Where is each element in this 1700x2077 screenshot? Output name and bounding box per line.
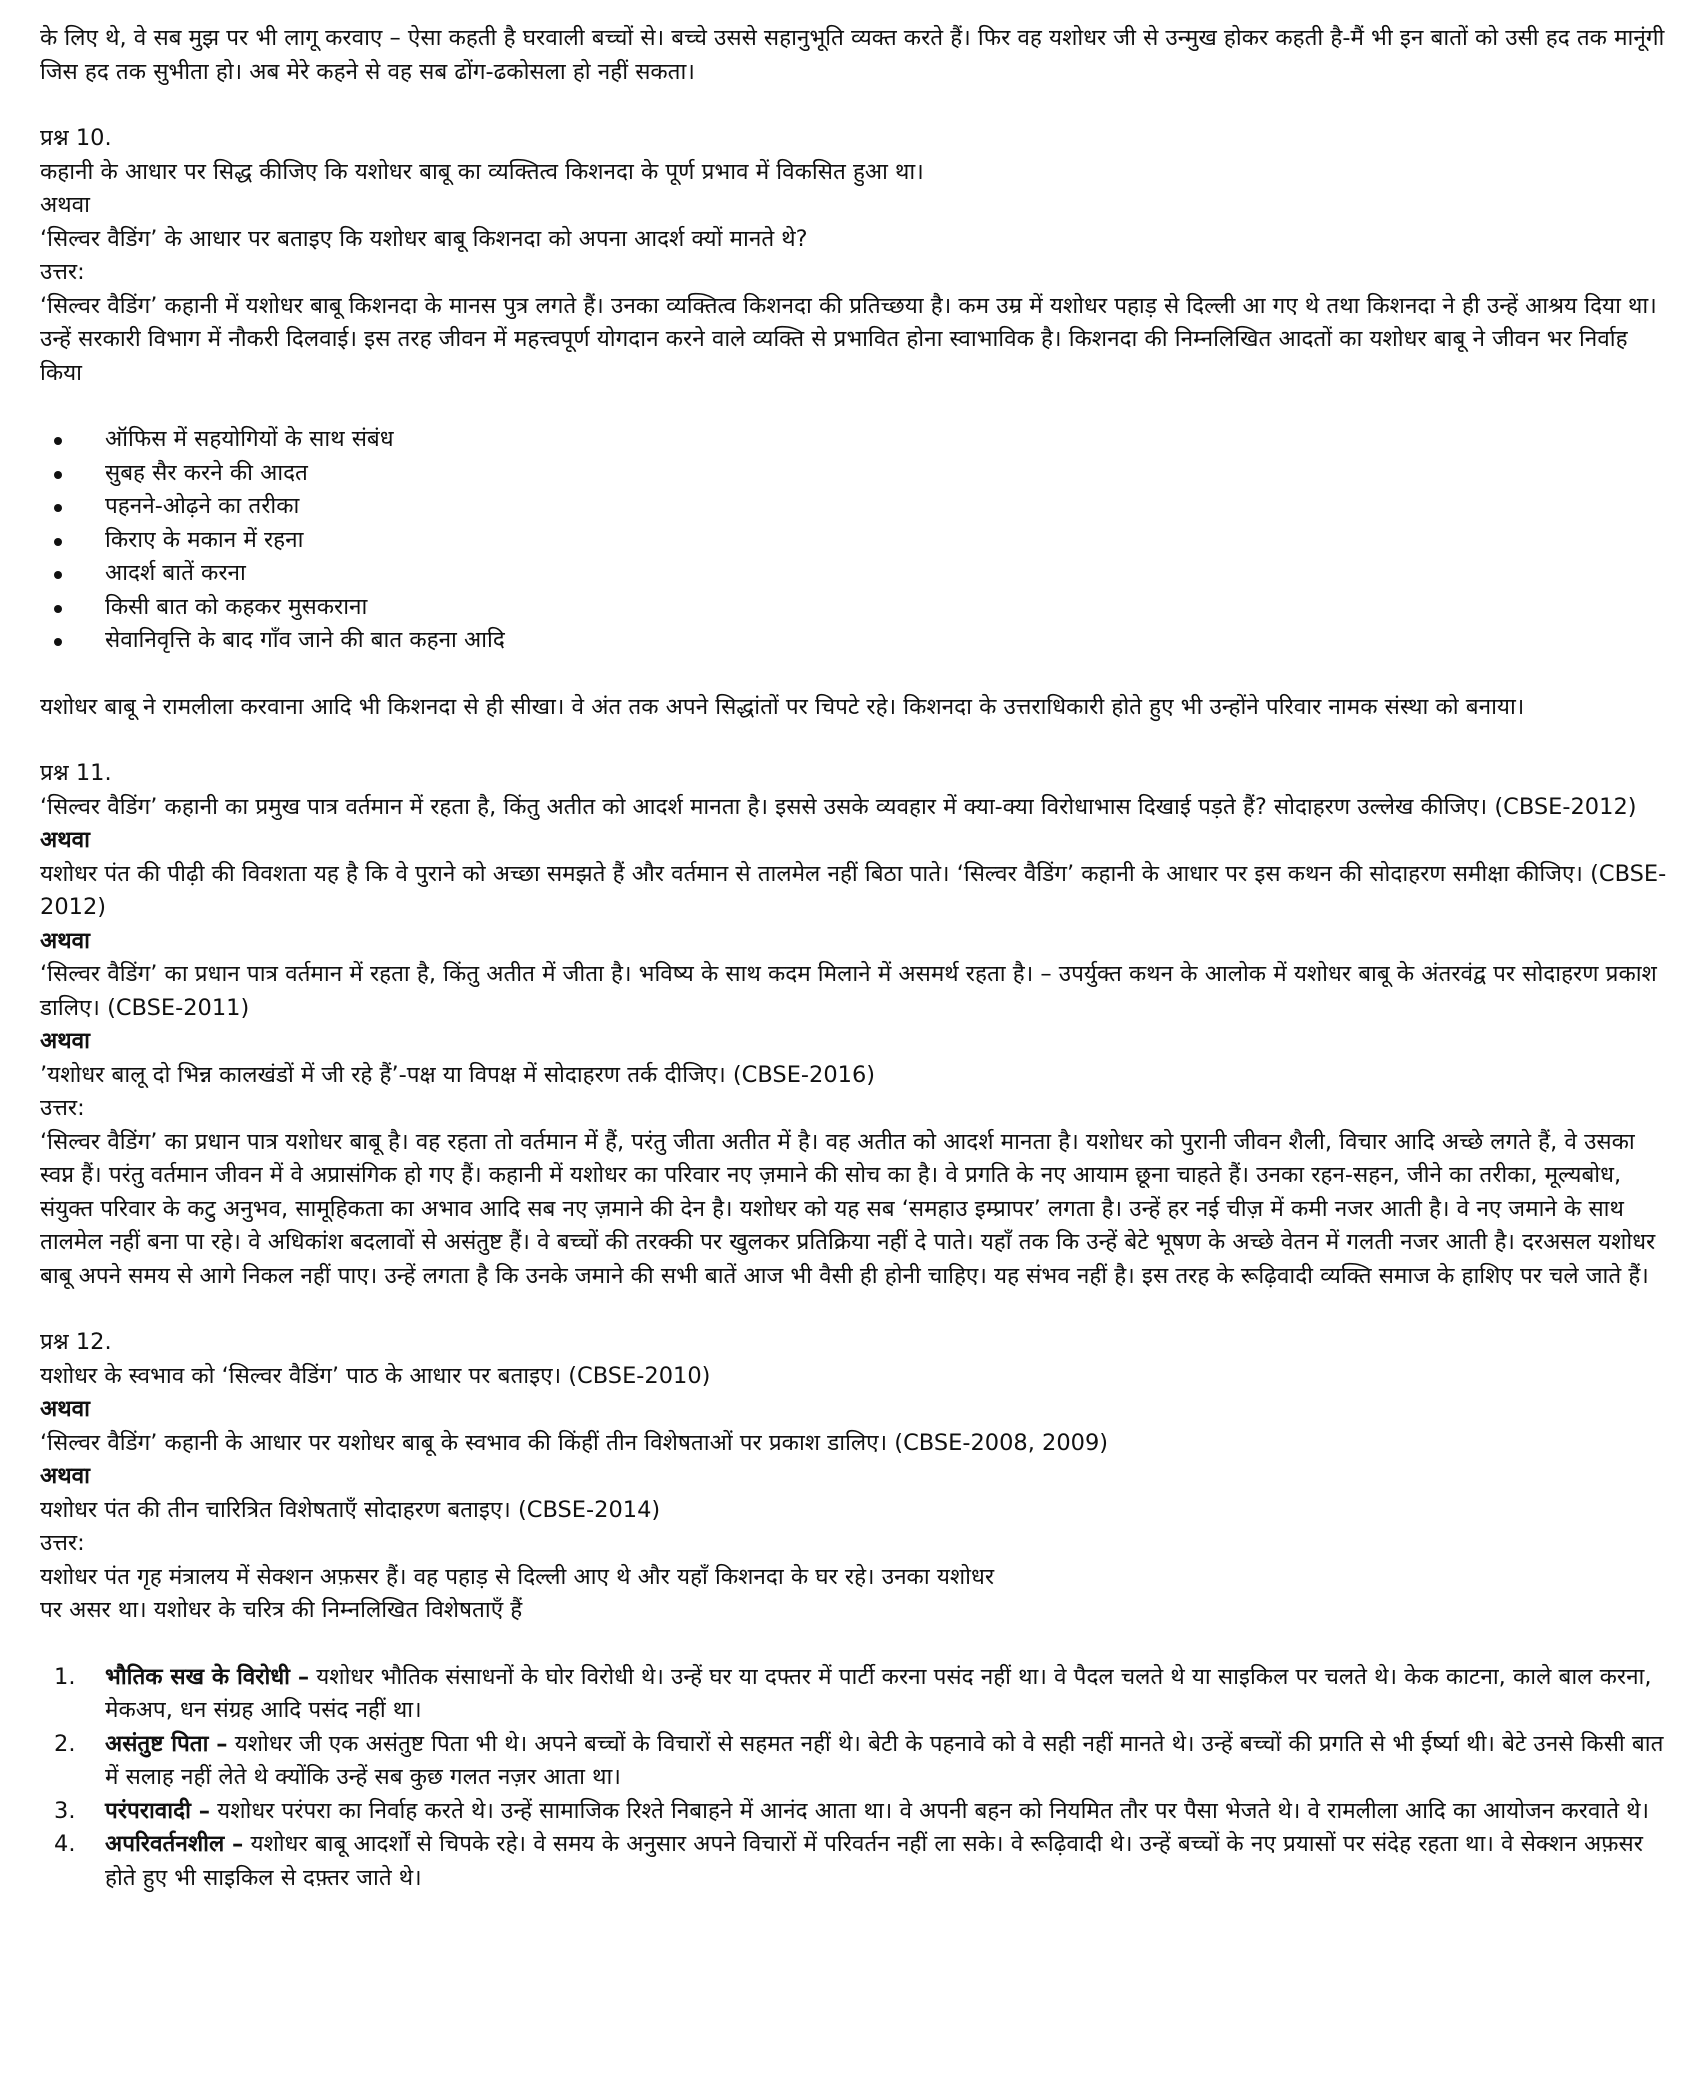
- list-item-text: सुबह सैर करने की आदत: [105, 459, 308, 486]
- q12-answer-line-2: पर असर था। यशोधर के चरित्र की निम्नलिखित विशेषताएँ हैं: [40, 1597, 523, 1623]
- list-item-title: असंतुष्ट पिता –: [105, 1730, 228, 1757]
- list-item-text: आदर्श बातें करना: [105, 560, 246, 586]
- spacer: [40, 1293, 1670, 1326]
- list-item-text: यशोधर जी एक असंतुष्ट पिता भी थे। अपने बच्चों के विचारों से सहमत नहीं थे। बेटी के पहनावे को वे सही नहीं मानते थे। उन्हें बच्चों की प्रगति से भी ईर्ष्या थी। बेटे उनसे किसी बात में सलाह नहीं लेते थे क्योंकि उन्हें सब कुछ गलत नज़र आता था।: [105, 1730, 1664, 1790]
- q10-question: कहानी के आधार पर सिद्ध कीजिए कि यशोधर बाबू का व्यक्तित्व किशनदा के पूर्ण प्रभाव में विकसित हुआ था।: [40, 158, 924, 185]
- bullet-icon: [54, 638, 62, 646]
- question-11: [40, 757, 1670, 1293]
- list-item: [40, 524, 1670, 558]
- q11-or-label-2: अथवा: [40, 927, 90, 954]
- list-item-number: 1.: [54, 1663, 76, 1690]
- q11-question-2: यशोधर पंत की पीढ़ी की विवशता यह है कि वे पुराने को अच्छा समझते हैं और वर्तमान से तालमेल नहीं बिठा पाते। ‘सिल्वर वैडिंग’ कहानी के आधार पर इस कथन की सोदाहरण समीक्षा कीजिए। (CBSE-2012): [40, 860, 1667, 920]
- q10-question-alt: ‘सिल्वर वैडिंग’ के आधार पर बताइए कि यशोधर बाबू किशनदा को अपना आदर्श क्यों मानते थे?: [40, 225, 808, 252]
- list-item-number: 3.: [54, 1797, 76, 1824]
- q11-question-1: ‘सिल्वर वैडिंग’ कहानी का प्रमुख पात्र वर्तमान में रहता है, किंतु अतीत को आदर्श मानता है। इससे उसके व्यवहार में क्या-क्या विरोधाभास दिखाई पड़ते हैं? सोदाहरण उल्लेख कीजिए। (CBSE-2012): [40, 793, 1637, 820]
- q10-or-label: अथवा: [40, 192, 90, 218]
- list-item: [40, 1661, 1670, 1728]
- q11-answer: ‘सिल्वर वैडिंग’ का प्रधान पात्र यशोधर बाबू है। वह रहता तो वर्तमान में हैं, परंतु जीता अतीत में है। वह अतीत को आदर्श मानता है। यशोधर को पुरानी जीवन शैली, विचार आदि अच्छे लगते हैं, वे उसका स्वप्न हैं। परंतु वर्तमान जीवन में वे अप्रासंगिक हो गए हैं। कहानी में यशोधर का परिवार नए ज़माने की सोच का है। वे प्रगति के नए आयाम छूना चाहते हैं। उनका रहन-सहन, जीने का तरीका, मूल्यबोध, संयुक्त परिवार के कटु अनुभव, सामूहिकता का अभाव आदि सब नए ज़माने की देन है। यशोधर को यह सब ‘समहाउ इम्प्रापर’ लगता है। उन्हें हर नई चीज़ में कमी नजर आती है। वे नए जमाने के साथ तालमेल नहीं बना पा रहे। वे अधिकांश बदलावों से असंतुष्ट हैं। वे बच्चों की तरक्की पर खुलकर प्रतिक्रिया नहीं दे पाते। यहाँ तक कि उन्हें बेटे भूषण के अच्छे वेतन में गलती नजर आती है। दरअसल यशोधर बाबू अपने समय से आगे निकल नहीं पाए। उन्हें लगता है कि उनके जमाने की सभी बातें आज भी वैसी ही होनी चाहिए। यह संभव नहीं है। इस तरह के रूढ़िवादी व्यक्ति समाज के हाशिए पर चले जाते हैं।: [40, 1128, 1656, 1289]
- list-item-text: यशोधर बाबू आदर्शों से चिपके रहे। वे समय के अनुसार अपने विचारों में परिवर्तन नहीं ला सके। वे रूढ़िवादी थे। उन्हें बच्चों के नए प्रयासों पर संदेह रहता था। वे सेक्शन अफ़सर होते हुए भी साइकिल से दफ़्तर जाते थे।: [105, 1831, 1643, 1891]
- question-12: [40, 1326, 1670, 1895]
- spacer: [40, 724, 1670, 757]
- q12-heading: प्रश्न 12.: [40, 1329, 112, 1355]
- list-item: [40, 423, 1670, 457]
- q11-answer-label: उत्तर:: [40, 1095, 85, 1121]
- q11-question-3: ‘सिल्वर वैडिंग’ का प्रधान पात्र वर्तमान में रहता है, किंतु अतीत में जीता है। भविष्य के साथ कदम मिलाने में असमर्थ रहता है। – उपर्युक्त कथन के आलोक में यशोधर बाबू के अंतरवंद्व पर सोदाहरण प्रकाश डालिए। (CBSE-2011): [40, 961, 1657, 1021]
- q10-closing: यशोधर बाबू ने रामलीला करवाना आदि भी किशनदा से ही सीखा। वे अंत तक अपने सिद्धांतों पर चिपटे रहे। किशनदा के उत्तराधिकारी होते हुए भी उन्होंने परिवार नामक संस्था को बनाया।: [40, 693, 1525, 720]
- list-item: [40, 457, 1670, 491]
- list-item: [40, 591, 1670, 625]
- list-item: [40, 557, 1670, 591]
- list-item-title: भौतिक सख के विरोधी –: [105, 1663, 310, 1690]
- list-item: [40, 1795, 1670, 1829]
- list-item-text: यशोधर परंपरा का निर्वाह करते थे। उन्हें सामाजिक रिश्ते निबाहने में आनंद आता था। वे अपनी बहन को नियमित तौर पर पैसा भेजते थे। वे रामलीला आदि का आयोजन करवाते थे।: [210, 1797, 1650, 1824]
- q12-or-label-1: अथवा: [40, 1396, 90, 1422]
- list-item-text: यशोधर भौतिक संसाधनों के घोर विरोधी थे। उन्हें घर या दफ्तर में पार्टी करना पसंद नहीं था। वे पैदल चलते थे या साइकिल पर चलते थे। केक काटना, काले बाल करना, मेकअप, धन संग्रह आदि पसंद नहीं था।: [105, 1663, 1652, 1723]
- q11-question-4: ’यशोधर बालू दो भिन्न कालखंडों में जी रहे हैं’-पक्ष या विपक्ष में सोदाहरण तर्क दीजिए। (CBSE-2016): [40, 1061, 876, 1088]
- question-10: [40, 122, 1670, 724]
- bullet-icon: [54, 471, 62, 479]
- bullet-icon: [54, 571, 62, 579]
- q10-heading: प्रश्न 10.: [40, 125, 112, 151]
- q12-numbered-list: [40, 1661, 1670, 1896]
- spacer: [40, 390, 1670, 423]
- list-item: [40, 1728, 1670, 1795]
- list-item-text: सेवानिवृत्ति के बाद गाँव जाने की बात कहना आदि: [105, 627, 505, 653]
- list-item-title: परंपरावादी –: [105, 1797, 210, 1824]
- document-page: [40, 22, 1670, 1895]
- list-item: [40, 490, 1670, 524]
- q11-or-label-1: अथवा: [40, 827, 90, 853]
- q10-answer: ‘सिल्वर वैडिंग’ कहानी में यशोधर बाबू किशनदा के मानस पुत्र लगते हैं। उनका व्यक्तित्व किशनदा की प्रतिच्छया है। कम उम्र में यशोधर पहाड़ से दिल्ली आ गए थे तथा किशनदा ने ही उन्हें आश्रय दिया था। उन्हें सरकारी विभाग में नौकरी दिलवाई। इस तरह जीवन में महत्त्वपूर्ण योगदान करने वाले व्यक्ति से प्रभावित होना स्वाभाविक है। किशनदा की निम्नलिखित आदतों का यशोधर बाबू ने जीवन भर निर्वाह किया: [40, 292, 1657, 386]
- spacer: [40, 89, 1670, 122]
- q10-answer-label: उत्तर:: [40, 259, 85, 285]
- list-item: [40, 624, 1670, 658]
- list-item-number: 2.: [54, 1730, 76, 1757]
- list-item-text: पहनने-ओढ़ने का तरीका: [105, 493, 300, 519]
- spacer: [40, 1628, 1670, 1661]
- q12-question-1: यशोधर के स्वभाव को ‘सिल्वर वैडिंग’ पाठ के आधार पर बताइए। (CBSE-2010): [40, 1362, 711, 1389]
- list-item-text: किराए के मकान में रहना: [105, 526, 304, 553]
- q12-or-label-2: अथवा: [40, 1463, 90, 1489]
- bullet-icon: [54, 605, 62, 613]
- q10-bullet-list: [40, 423, 1670, 658]
- q12-answer-label: उत्तर:: [40, 1530, 85, 1556]
- bullet-icon: [54, 504, 62, 512]
- q11-heading: प्रश्न 11.: [40, 760, 112, 786]
- q12-question-2: ‘सिल्वर वैडिंग’ कहानी के आधार पर यशोधर बाबू के स्वभाव की किंहीं तीन विशेषताओं पर प्रकाश डालिए। (CBSE-2008, 2009): [40, 1429, 1109, 1456]
- list-item-text: ऑफिस में सहयोगियों के साथ संबंध: [105, 426, 394, 452]
- list-item-text: किसी बात को कहकर मुसकराना: [105, 593, 368, 620]
- q12-answer-line-1: यशोधर पंत गृह मंत्रालय में सेक्शन अफ़सर हैं। वह पहाड़ से दिल्ली आए थे और यहाँ किशनदा के घर रहे। उनका यशोधर: [40, 1563, 995, 1590]
- bullet-icon: [54, 437, 62, 445]
- spacer: [40, 658, 1670, 691]
- bullet-icon: [54, 538, 62, 546]
- list-item-title: अपरिवर्तनशील –: [105, 1831, 244, 1857]
- q12-question-3: यशोधर पंत की तीन चारित्रित विशेषताएँ सोदाहरण बताइए। (CBSE-2014): [40, 1496, 661, 1523]
- list-item: [40, 1828, 1670, 1895]
- q11-or-label-3: अथवा: [40, 1028, 90, 1054]
- intro-paragraph: के लिए थे, वे सब मुझ पर भी लागू करवाए – ऐसा कहती है घरवाली बच्चों से। बच्चे उससे सहानुभूति व्यक्त करते हैं। फिर वह यशोधर जी से उन्मुख होकर कहती है-मैं भी इन बातों को उसी हद तक मानूंगी जिस हद तक सुभीता हो। अब मेरे कहने से वह सब ढोंग-ढकोसला हो नहीं सकता।: [40, 25, 1665, 85]
- list-item-number: 4.: [54, 1831, 76, 1857]
